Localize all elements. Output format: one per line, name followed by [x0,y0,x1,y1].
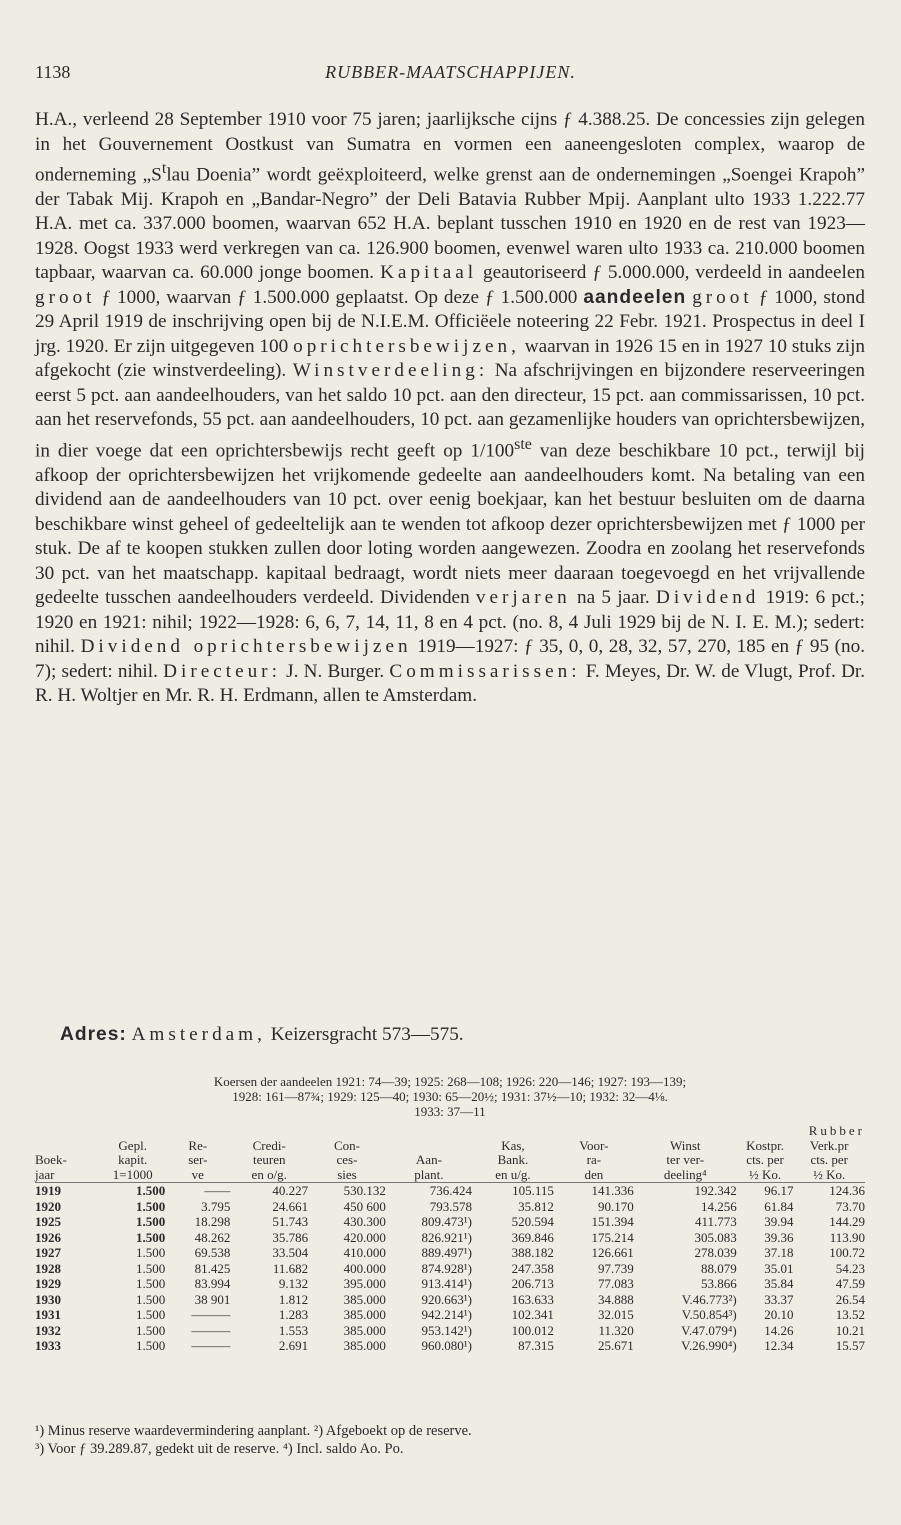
table-cell: 175.214 [591,1229,634,1245]
table-cell: 874.928¹) [421,1260,472,1276]
text-dividend: 1919: 6 pct.; 1920 en 1921: nihil; 1922—1928: 6, 6, 7, 14, 11, 8 en 4 pct. (no. 8, 4 Juli 1929 bij de N. I. E. M.); sedert: nihil. [35,587,865,658]
table-cell: 411.773 [694,1214,737,1229]
share-prices-line: Koersen der aandeelen 1921: 74—39; 1925: 268—108; 1926: 220—146; 1927: 193—139; [213,1074,687,1089]
table-cell: 1.812 [278,1291,309,1307]
footnote-line: ³) Voor ƒ 39.289.87, gedekt uit de reserve. ⁴) Incl. saldo Ao. Po. [35,1441,404,1457]
table-cell: 736.424 [429,1183,472,1198]
table-cell: 35.812 [518,1198,554,1214]
column-header: teuren [253,1152,286,1167]
table-cell: 13.52 [835,1307,865,1322]
table-cell: 39.36 [764,1229,794,1245]
heading-aandeelen: aandeelen [583,286,687,308]
table-cell: 450 600 [343,1198,386,1214]
column-header: ½ Ko. [793,1168,865,1183]
table-cell: 90.170 [598,1198,634,1214]
table-cell: 1.500 [136,1229,166,1245]
column-header [386,1139,472,1154]
table-cell: 395.000 [343,1276,386,1291]
table-cell: 105.115 [512,1183,554,1198]
column-header: Credi- [252,1137,286,1153]
table-cell: 26.54 [835,1291,865,1307]
table-cell: 1926 [35,1229,61,1245]
table-cell: 960.080¹) [421,1338,472,1353]
column-header: ve [165,1168,230,1183]
column-header: Con- [333,1137,360,1153]
table-cell: 124.36 [829,1183,865,1198]
running-title: RUBBER-MAATSCHAPPIJEN. [325,62,576,82]
heading-dividend: Dividend [655,587,760,609]
table-row [35,1307,865,1323]
table-cell: 12.34 [764,1338,794,1353]
table-cell: 1925 [35,1214,61,1229]
column-header: deeling⁴ [634,1168,737,1183]
column-header: cts. per [746,1152,784,1167]
table-cell: 33.37 [764,1291,794,1307]
fraction-one-hundredth: 1/100 [470,440,515,462]
table-cell: 33.504 [272,1245,309,1260]
table-cell: 40.227 [272,1183,309,1198]
table-header-row [35,1153,865,1168]
table-cell: 305.083 [694,1229,737,1245]
address-street: Keizersgracht 573—575. [270,1024,464,1045]
table-cell: V.46.773²) [681,1291,737,1307]
table-cell: 163.633 [511,1291,554,1307]
table-cell: 1.500 [136,1322,166,1338]
table-cell: 1.500 [136,1198,166,1214]
table-cell: 113.90 [829,1229,865,1245]
table-cell: 141.336 [591,1183,634,1198]
table-cell: 24.661 [272,1198,309,1214]
table-cell: —— [204,1183,231,1198]
table-cell: 77.083 [598,1276,634,1291]
table-cell: 420.000 [343,1229,386,1245]
address-city: Amsterdam, [131,1024,266,1045]
heading-oprichtersbewijzen: oprichtersbewijzen, [293,335,520,357]
column-header: Gepl. [118,1137,147,1153]
table-row [35,1261,865,1277]
column-header: Voor- [579,1137,609,1153]
table-header-row [35,1168,865,1183]
table-cell: 920.663¹) [421,1291,472,1307]
table-cell: 913.414¹) [421,1276,472,1291]
table-cell: 48.262 [194,1229,231,1245]
column-header: Re- [188,1137,208,1153]
table-cell: 25.671 [598,1338,634,1353]
table-cell: 1.500 [136,1291,166,1307]
table-cell: 100.012 [511,1322,554,1338]
footnote-line: ¹) Minus reserve waardevermindering aanplant. ²) Afgeboekt op de reserve. [35,1423,472,1439]
column-header: ter ver- [666,1152,705,1167]
column-header: cts. per [810,1152,848,1167]
text-capital: geautoriseerd ƒ 5.000.000, verdeeld in aandeelen [483,262,866,284]
column-header: ra- [586,1152,602,1167]
table-cell: 385.000 [343,1291,386,1307]
table-cell: ——— [191,1322,231,1338]
column-header: Boek- [35,1152,67,1167]
table-cell: 942.214¹) [421,1307,472,1322]
table-cell: 1.500 [136,1183,166,1198]
footnotes [35,1422,865,1458]
table-cell: 1932 [35,1322,61,1338]
text-groot-1: groot [35,286,96,308]
table-cell: 1919 [35,1183,61,1198]
text-distribution-rest: van deze beschikbare 10 pct., terwijl bij afkoop der oprichtersbewijzen het vrijkomende gedeelte aan aandeelhouders komt. Na betaling van een dividend aan de aandeelhouders van 10 pct. over eenig boekjaar, kan het bestuur besluiten om de daarna beschikbare winst geheel of gedeeltelijk aan te wenden tot afkoop dezer oprichtersbewijzen met ƒ 1000 per stuk. De af te koopen stukken zullen door loting worden aangewezen. Zoodra en zoolang het reservefonds 30 pct. van het maatschapp. kapitaal bedraagt, wordt niets meer daaraan toegevoegd en het vrijvallende gedeelte tusschen aandeelhouders verdeeld. Dividenden [35,440,865,609]
table-cell: 102.341 [511,1307,554,1322]
table-cell: 3.795 [201,1198,231,1214]
table-header-row [35,1139,865,1154]
column-header: Kostpr. [746,1137,785,1153]
table-cell: 96.17 [764,1183,794,1198]
table-cell: 1928 [35,1260,61,1276]
table-row [35,1183,865,1199]
column-header: Verk.pr [809,1137,849,1153]
table-cell: 1.500 [136,1338,166,1353]
table-cell: 81.425 [194,1260,231,1276]
table-cell: 39.94 [764,1214,794,1229]
text-concessions: H.A., verleend 28 September 1910 voor 75 jaren; jaarlijksche cijns ƒ 4.388.25. De concessies zijn gelegen in het Gouvernement Oostkust van Sumatra en vormen een aaneengesloten complex, waarop de onderneming „S [35,109,865,186]
table-row [35,1214,865,1230]
table-cell: 1.500 [136,1245,166,1260]
table-cell: 47.59 [835,1276,865,1291]
share-prices-line: 1928: 161—87¾; 1929: 125—40; 1930: 65—20½; 1931: 37½—10; 1932: 32—4⅛. [232,1089,668,1104]
table-cell: 1930 [35,1291,61,1307]
table-cell: 11.320 [598,1322,634,1338]
column-header: Bank. [497,1152,529,1167]
table-cell: 35.786 [272,1229,309,1245]
heading-kapitaal: Kapitaal [380,262,478,284]
table-cell: 83.994 [194,1276,231,1291]
table-cell: 32.015 [598,1307,634,1322]
table-cell: 18.298 [194,1214,231,1229]
table-cell: 87.315 [518,1338,554,1353]
table-cell: 126.661 [591,1245,634,1260]
table-cell: 35.84 [764,1276,794,1291]
table-cell: 51.743 [272,1214,309,1229]
table-cell: 1927 [35,1245,61,1260]
heading-dividend-oprichtersbewijzen: Dividend oprichtersbewijzen [80,636,412,658]
table-cell: 14.26 [764,1322,794,1338]
text-commissarissen: F. Meyes, Dr. W. de Vlugt, Prof. Dr. R. H. Woltjer en Mr. R. H. Erdmann, allen te Amsterdam. [35,660,866,707]
table-cell: 410.000 [343,1245,386,1260]
table-cell: ——— [191,1307,231,1322]
table-cell: 1.500 [136,1307,166,1322]
table-cell: 144.29 [829,1214,865,1229]
table-cell: 1929 [35,1276,61,1291]
table-cell: 1.553 [278,1322,309,1338]
table-row [35,1338,865,1354]
text-groot-2: groot [692,286,753,308]
column-header: ½ Ko. [737,1168,794,1183]
column-header: en u/g. [472,1168,554,1183]
table-cell: 369.846 [511,1229,554,1245]
heading-directeur: Directeur: [163,660,281,682]
table-cell: ——— [191,1338,231,1353]
share-prices-line: 1933: 37—11 [414,1104,486,1119]
text-profit-distribution: Na afschrijvingen en bijzondere reserveeringen eerst 5 pct. aan aandeelhouders, van het saldo 10 pct. aan den directeur, 15 pct. aan commissarissen, 10 pct. aan het reservefonds, 55 pct. aan aandeelhouders, 10 pct. aan gezamenlijke houders van oprichtersbewijzen, in dier voege dat een oprichtersbewijs recht geeft op [35,360,866,462]
table-cell: 53.866 [700,1276,737,1291]
table-cell: 400.000 [343,1260,386,1276]
abbrev-superscript: t [161,160,167,177]
table-cell: 1.500 [136,1260,166,1276]
table-cell: 20.10 [764,1307,794,1322]
text-subscription: ƒ 1000, stond 29 April 1919 de inschrijving open bij de N.I.E.M. Officiëele noteering 22 Febr. 1921. Prospectus in deel I jrg. 1920. Er zijn uitgegeven 100 [35,286,865,357]
column-header: den [554,1168,634,1183]
table-cell: 61.84 [764,1198,794,1214]
page-number: 1138 [35,62,71,82]
table-cell: 385.000 [343,1338,386,1353]
table-row [35,1323,865,1339]
table-cell: 793.578 [429,1198,472,1214]
table-cell: 2.691 [278,1338,309,1353]
table-cell: 35.01 [764,1260,794,1276]
table-cell: 278.039 [694,1245,737,1260]
table-cell: 1.500 [136,1276,166,1291]
table-row [35,1276,865,1292]
table-cell: 1920 [35,1198,61,1214]
table-cell: 192.342 [694,1183,737,1198]
table-row [35,1199,865,1215]
column-header: sies [308,1168,386,1183]
table-cell: V.26.990⁴) [681,1338,737,1353]
table-cell: 38 901 [194,1291,231,1307]
column-header: ces- [336,1152,358,1167]
table-cell: 953.142¹) [421,1322,472,1338]
text-bought-back: waarvan in 1926 15 en in 1927 10 stuks zijn afgekocht (zie winstverdeeling). [35,335,866,382]
table-cell: 97.739 [598,1260,634,1276]
table-cell: 520.594 [511,1214,554,1229]
table-cell: 14.256 [700,1198,737,1214]
table-cell: 15.57 [835,1338,865,1353]
table-cell: 34.888 [598,1291,634,1307]
company-description [35,108,865,709]
table-cell: 54.23 [835,1260,865,1276]
ordinal-superscript: ste [514,435,532,453]
address-line [60,1024,464,1046]
table-cell: 889.497¹) [421,1245,472,1260]
table-cell: 530.132 [343,1183,386,1198]
table-cell: 10.21 [835,1322,865,1338]
column-header: Winst [669,1137,701,1153]
column-header: 1=1000 [100,1168,165,1183]
table-cell: 1931 [35,1307,61,1322]
column-header: Aan- [415,1152,442,1167]
share-prices [35,1074,865,1119]
description-paragraph [35,108,865,709]
table-cell: 247.358 [511,1260,554,1276]
financial-table [35,1124,865,1354]
table-row [35,1245,865,1261]
table-cell: 88.079 [700,1260,737,1276]
table-cell: 1.500 [136,1214,166,1229]
column-header [35,1139,100,1154]
table-cell: 388.182 [511,1245,554,1260]
table-cell: 385.000 [343,1307,386,1322]
table-cell: 11.682 [272,1260,309,1276]
text-directeur: J. N. Burger. [286,660,385,682]
table-cell: 69.538 [194,1245,231,1260]
rubber-header: Rubber [808,1123,865,1138]
text-dividend-oprichters: 1919—1927: ƒ 35, 0, 0, 28, 32, 57, 270, 185 en ƒ 95 (no. 7); sedert: nihil. [35,636,866,682]
text-verjaren: na 5 jaar. [577,587,650,609]
column-header: ser- [188,1152,208,1167]
heading-verjaren: verjaren [475,587,571,609]
table-cell: 826.921¹) [421,1229,472,1245]
text-issued: ƒ 1000, waarvan ƒ 1.500.000 geplaatst. Op deze ƒ 1.500.000 [101,286,578,308]
column-header: plant. [386,1168,472,1183]
table-cell: 206.713 [511,1276,554,1291]
column-header: jaar [35,1168,100,1183]
text-plantation: lau Doenia” wordt geëxploiteerd, welke grenst aan de ondernemingen „Soengei Krapoh” der Tabak Mij. Krapoh en „Bandar-Negro” der Deli Batavia Rubber Mpij. Aanplant ulto 1933 1.222.77 H.A. met ca. 337.000 boomen, waarvan 652 H.A. beplant tusschen 1910 en 1920 en de rest van 1923—1928. Oogst 1933 werd verkregen van ca. 126.900 boomen, evenwel waren ulto 1933 ca. 210.000 boomen tapbaar, waarvan ca. 60.000 jonge boomen. [35,164,866,284]
table-cell: 37.18 [764,1245,794,1260]
table-cell: V.50.854³) [681,1307,737,1322]
heading-commissarissen: Commissarissen: [389,660,581,682]
table-cell: 430.300 [343,1214,386,1229]
heading-winstverdeeling: Winstverdeeling: [292,360,489,382]
table-cell: 1933 [35,1338,61,1353]
table-cell: 385.000 [343,1322,386,1338]
table-cell: 73.70 [835,1198,865,1214]
table-cell: 1.283 [278,1307,309,1322]
page-header [35,62,866,88]
column-header: Kas, [501,1137,525,1153]
column-header: kapit. [118,1152,148,1167]
table-row [35,1230,865,1246]
address-label: Adres: [60,1024,127,1045]
column-header: en o/g. [230,1168,308,1183]
table-row [35,1292,865,1308]
table-cell: 809.473¹) [421,1214,472,1229]
table-cell: 151.394 [591,1214,634,1229]
table-cell: V.47.079⁴) [681,1322,737,1338]
table-cell: 9.132 [278,1276,309,1291]
table-cell: 100.72 [829,1245,865,1260]
